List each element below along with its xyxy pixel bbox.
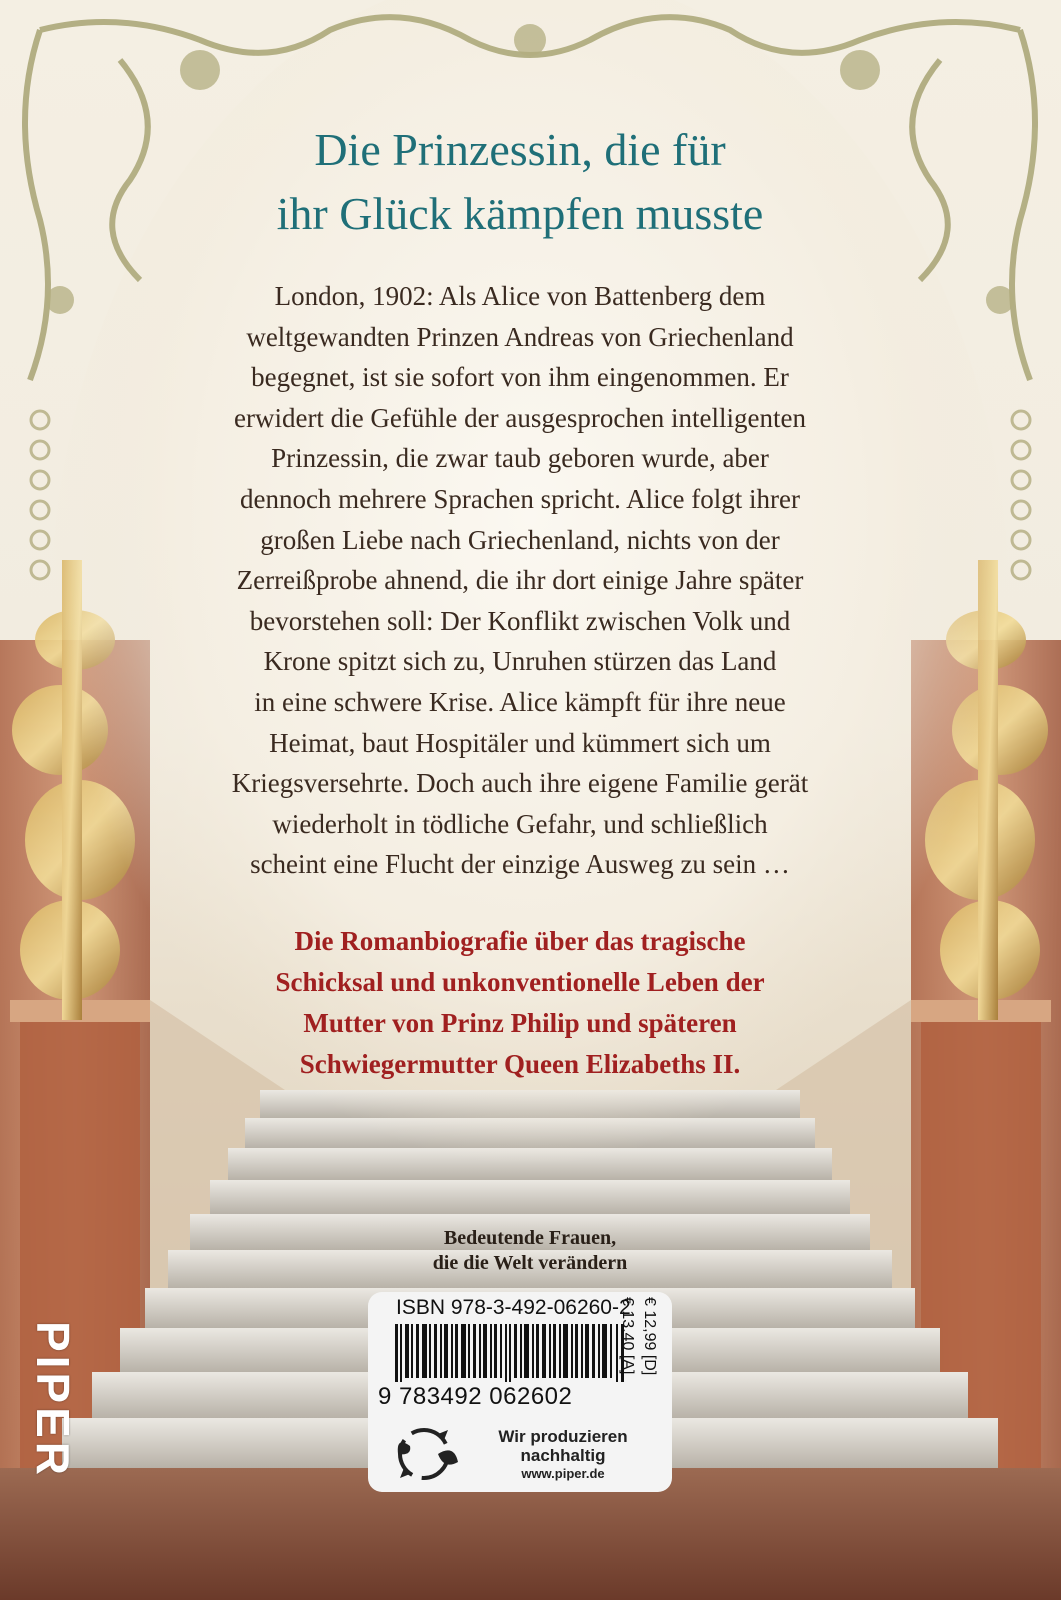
tagline xyxy=(140,921,900,1085)
tagline-line: Schicksal und unkonventionelle Leben der xyxy=(275,967,765,997)
headline-line: Die Prinzessin, die für xyxy=(314,124,726,175)
headline xyxy=(0,118,1040,246)
tagline-line: Mutter von Prinz Philip und späteren xyxy=(303,1008,737,1038)
publisher-logo-text: PIPER xyxy=(27,1320,79,1480)
blurb-line: erwidert die Gefühle der ausgesprochen intelligenten xyxy=(233,402,807,433)
blurb-line: großen Liebe nach Griechenland, nichts von der xyxy=(260,524,780,555)
blurb-line: begegnet, ist sie sofort von ihm eingenommen. Er xyxy=(251,362,789,393)
tagline-line: Schwiegermutter Queen Elizabeths II. xyxy=(299,1049,741,1079)
tagline-line: Die Romanbiografie über das tragische xyxy=(294,926,746,956)
barcode-digits: 9 783492 062602 xyxy=(378,1383,573,1410)
eco-line-2: nachhaltig xyxy=(520,1446,606,1465)
price-austria: € 13,40 [A] xyxy=(619,1297,636,1375)
recycle-leaf-icon xyxy=(394,1424,462,1484)
blurb-line: London, 1902: Als Alice von Battenberg dem xyxy=(274,281,766,311)
series-line: die die Welt verändern xyxy=(432,1252,628,1274)
series-title xyxy=(380,1226,680,1276)
series-line: Bedeutende Frauen, xyxy=(443,1227,617,1249)
blurb-text xyxy=(140,276,900,885)
headline-line: ihr Glück kämpfen musste xyxy=(276,188,764,239)
price-block xyxy=(619,1297,669,1410)
blurb-line: Kriegsversehrte. Doch auch ihre eigene Familie gerät xyxy=(231,768,809,799)
blurb-line: in eine schwere Krise. Alice kämpft für ihre neue xyxy=(254,686,786,717)
blurb-line: scheint eine Flucht der einzige Ausweg zu sein … xyxy=(250,849,790,880)
price-germany: € 12,99 [D] xyxy=(641,1297,658,1376)
blurb-line: Zerreißprobe ahnend, die ihr dort einige Jahre später xyxy=(236,565,804,596)
publisher-logo xyxy=(28,1312,78,1488)
blurb-line: Krone spitzt sich zu, Unruhen stürzen das Land xyxy=(263,646,777,677)
blurb-line: dennoch mehrere Sprachen spricht. Alice folgt ihrer xyxy=(239,483,801,514)
blurb-line: Prinzessin, die zwar taub geboren wurde, aber xyxy=(271,443,769,474)
barcode-icon xyxy=(395,1324,627,1382)
blurb-line: bevorstehen soll: Der Konflikt zwischen Volk und xyxy=(249,605,791,636)
eco-line-1: Wir produzieren xyxy=(498,1427,628,1446)
blurb-line: wiederholt in tödliche Gefahr, und schließlich xyxy=(272,808,768,839)
isbn-label: ISBN 978-3-492-06260-2 xyxy=(396,1296,631,1319)
blurb-line: Heimat, baut Hospitäler und kümmert sich um xyxy=(269,727,771,758)
eco-badge-text xyxy=(468,1427,658,1482)
blurb-line: weltgewandten Prinzen Andreas von Griechenland xyxy=(246,321,794,352)
publisher-url[interactable]: www.piper.de xyxy=(521,1466,605,1481)
